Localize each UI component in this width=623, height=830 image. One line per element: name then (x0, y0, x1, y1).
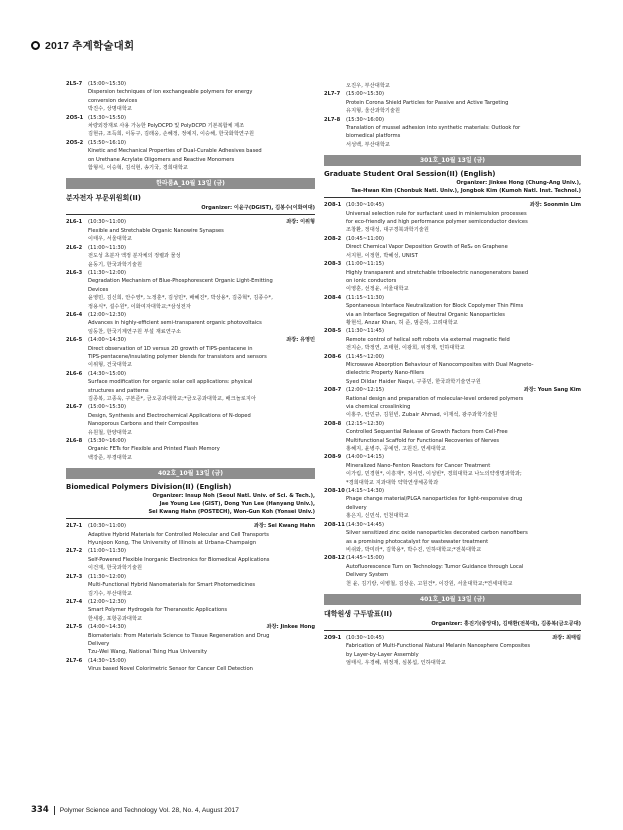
session-entry (324, 82, 581, 90)
author-line: 정용식*, 설수원*, 이화여자대학교;*삼성전자 (88, 303, 191, 310)
organizer-block (324, 179, 581, 195)
session-body (346, 353, 581, 387)
session-time-row (346, 554, 581, 562)
session-time: (15:00~15:30) (346, 91, 384, 98)
session-entry (66, 370, 315, 404)
right-top-sessions (324, 82, 581, 149)
author-line: 김종복, 고종욱, 구본준*, 금오공과대학교;*금오공과대학교, 배크놀로지아 (88, 396, 256, 402)
talk-title-line: Self-Powered Flexible Inorganic Electronics for Biomedical Applications (88, 556, 270, 563)
session-time-row (346, 521, 581, 529)
session-entry (66, 336, 315, 370)
session-time-row (88, 218, 315, 226)
session-code: 2O8-9 (324, 454, 342, 461)
session-time-row (346, 634, 581, 642)
author-line: 이홍주, 안민규, 김원빈, Zubair Ahmad, 이재석, 광주과학기술원 (346, 412, 498, 419)
session-body (88, 139, 315, 173)
organizer-line: Organizer: Insup Noh (Seoul Natl. Univ. of Sci. & Tech.), (152, 493, 315, 500)
room-bar-402: 402호_10월 13일 (금) (66, 468, 315, 479)
author-line: Syed Dildar Haider Naqvi, 구종민, 한국과학기술연구원 (346, 378, 481, 385)
session-body (346, 116, 581, 150)
session-code: 2O8-11 (324, 521, 345, 528)
session-code: 2O8-4 (324, 294, 342, 301)
session-entry (66, 244, 315, 269)
session-time: (10:30~11:00) (88, 523, 126, 530)
session-code: 2L7-8 (324, 116, 341, 123)
session-time-row (88, 269, 315, 277)
session-entry (66, 522, 315, 547)
session-body (88, 437, 315, 462)
talk-title-line: Biomaterials: From Materials Science to Tissue Regeneration and Drug (88, 632, 270, 639)
session-body (346, 420, 581, 454)
room-bar-401: 401호_10월 13일 (금) (324, 594, 581, 605)
session-chair: 좌장: Soonmin Lim (529, 202, 581, 209)
conference-logo-icon (31, 41, 40, 50)
talk-title-line: Protein Corona Shield Particles for Passive and Active Targeting (346, 99, 509, 106)
session-time-row (88, 437, 315, 445)
session-entry (66, 437, 315, 462)
session-time: (10:30~10:45) (346, 202, 384, 209)
room-bar-301: 301호_10월 13일 (금) (324, 155, 581, 166)
session-time-row (88, 114, 315, 122)
author-line: 김기수, 부산대학교 (88, 590, 132, 597)
session-chair: 좌장: 유영민 (286, 337, 315, 344)
session-code: 2O5-1 (66, 114, 84, 121)
session-time: (14:30~15:00) (88, 370, 126, 377)
session-time: (12:00~12:15) (346, 387, 384, 394)
author-line: 함형식, 이승혁, 김석현, 송기국, 경희대학교 (88, 165, 188, 172)
talk-title-line: Advances in highly-efficient semi-transparent organic photovoltaics (88, 320, 262, 327)
session-body (88, 244, 315, 269)
talk-title-line: Flexible and Stretchable Organic Nanowire Synapses (88, 227, 224, 234)
talk-title-line: Silver sensitized zinc oxide nanoparticles decorated carbon nanofibers (346, 530, 528, 537)
talk-title-line: on Urethane Acrylate Oligomers and Reactive Monomers (88, 156, 235, 163)
session-code: 2L7-3 (66, 573, 83, 580)
session-entry (66, 80, 315, 114)
session-time: (14:00~14:15) (346, 454, 384, 461)
session-time: (15:30~16:00) (88, 438, 126, 445)
session-code: 2O8-1 (324, 202, 342, 209)
author-line: 임동찬, 한국기계연구원 부설 재료연구소 (88, 328, 182, 335)
session-entry (324, 634, 581, 668)
event-title: 2017 추계학술대회 (45, 40, 135, 52)
talk-title-line: Direct Chemical Vapor Deposition Growth of ReS₂ on Graphene (346, 244, 508, 251)
session-time: (14:00~14:30) (88, 624, 126, 631)
session-body (88, 623, 315, 657)
session-code: 2O8-3 (324, 261, 342, 268)
session-time-row (88, 244, 315, 252)
session-time-row (346, 420, 581, 428)
session-body (88, 598, 315, 623)
organizer-line: Organizer: Jinkee Hong (Chung-Ang Univ.), (456, 180, 581, 187)
session-time: (15:00~15:30) (88, 81, 126, 87)
session-code: 2L7-7 (324, 91, 341, 98)
talk-title-line: Remote control of helical soft robots via external magnetic field (346, 336, 510, 343)
session-body (346, 327, 581, 352)
author-line: 황현석, Anzar Khan, 허 준, 범준하, 고려대학교 (346, 319, 458, 326)
session-entry (324, 201, 581, 235)
session-time: (11:00~11:30) (88, 548, 126, 555)
session-entry (324, 294, 581, 328)
session-time-row (346, 116, 581, 124)
session-code: 2O8-8 (324, 420, 342, 427)
author-line: 한세광, 포항공과대학교 (88, 615, 143, 622)
session-time-row (346, 90, 581, 98)
author-line: 윤동기, 한국과학기술원 (88, 261, 143, 268)
organizer-line: Organizer: 홍진기(중앙대), 김태환(전북대), 김종복(금오공대) (431, 620, 581, 627)
session-code: 2L7-1 (66, 523, 83, 530)
organizer-line: Organizer: 이윤구(DGIST), 김봉수(이화여대) (201, 205, 315, 212)
session-time-row (88, 336, 315, 344)
talk-title-line: TIPS-pentacene/insulating polymer blends for transistors and sensors (88, 353, 267, 360)
session-time-row (88, 547, 315, 555)
author-line: 엄태식, 우경혜, 위정재, 심봉섭, 인하대학교 (346, 660, 446, 667)
divider (66, 214, 315, 215)
talk-title-line: Phage change material/PLGA nanoparticles for light-responsive drug (346, 496, 523, 503)
session-time: (10:45~11:00) (346, 235, 384, 242)
session-body (88, 403, 315, 437)
talk-title-line: Delivery (88, 640, 110, 647)
session-time-row (88, 370, 315, 378)
author-line: 서성백, 부산대학교 (346, 141, 390, 148)
talk-title-line: Devices (88, 286, 109, 293)
session-entry (66, 139, 315, 173)
session-code: 2L7-2 (66, 548, 83, 555)
session-entry (66, 269, 315, 311)
session-body (346, 453, 581, 487)
session-entry (324, 453, 581, 487)
footer-divider (54, 806, 55, 815)
author-line: Hyunjoon Kong, The University of Illinois at Urbana-Champaign (88, 540, 257, 547)
session-code: 2L6-4 (66, 311, 83, 318)
session-body (88, 80, 315, 114)
talk-title-line: Nanoporous Carbons and their Composites (88, 421, 199, 428)
organizer-block (324, 620, 581, 628)
talk-title-line: Mineralized Nano-Fenton Reactors for Cancer Treatment (346, 462, 491, 469)
talk-title-line: Delivery System (346, 572, 389, 579)
session-list (324, 201, 581, 588)
right-column (324, 82, 581, 668)
session-body (346, 487, 581, 521)
session-code: 2L7-6 (66, 657, 83, 664)
author-line: 이영훈, 선정윤, 서울대학교 (346, 286, 409, 293)
session-entry (324, 420, 581, 454)
talk-title-line: Multifunctional Scaffold for Functional Recoveries of Nerves (346, 437, 500, 444)
talk-title-line: Spontaneous Interface Neutralization for Block Copolymer Thin Films (346, 303, 524, 310)
author-line: *경희대학교 지과대학 약학연생체공학과 (346, 479, 439, 486)
talk-title-line: Organic FETs for Flexible and Printed Flash Memory (88, 446, 220, 453)
session-list (66, 522, 315, 673)
session-body (346, 294, 581, 328)
session-code: 2O8-6 (324, 353, 342, 360)
session-time: (15:30~16:00) (346, 116, 384, 123)
author-line: 천 윤, 김기랑, 이병철, 김상운, 고원건*, 이강원, 서울대학교;*연세대학교 (346, 580, 513, 587)
session-time: (11:45~12:00) (346, 353, 384, 360)
session-time: (11:15~11:30) (346, 294, 384, 301)
left-column (66, 80, 315, 674)
organizer-line: Jae Young Lee (GIST), Dong Yun Lee (Hanyang Univ.), (159, 501, 315, 508)
session-body (88, 311, 315, 336)
journal-info: Polymer Science and Technology Vol. 28, No. 4, August 2017 (59, 806, 239, 814)
talk-title-line: delivery (346, 504, 367, 511)
author-line: 비쉬와, 박미라*, 김학용*, 박수진, 인하대학교;*전북대학교 (346, 546, 482, 553)
session-code: 2L6-7 (66, 404, 83, 411)
talk-title-line: Degradation Mechanism of Blue-Phosphorescent Organic Light-Emitting (88, 278, 273, 285)
session-body (88, 218, 315, 243)
session-entry (324, 116, 581, 150)
session-list (324, 634, 581, 668)
talk-title-line: Dispersion techniques of ion exchangeable polymers for energy (88, 89, 253, 96)
session-entry (324, 386, 581, 420)
author-line: 윤영민, 김신희, 안수영*, 노정훈*, 김성민*, 배혜진*, 박상용*, 김중혁*, 김종수*, (88, 295, 273, 302)
session-entry (66, 598, 315, 623)
division-title: 분자전자 부문위원회(II) (66, 194, 141, 203)
session-time-row (346, 201, 581, 209)
session-code: 2L6-8 (66, 438, 83, 445)
talk-title-line: Autofluorescence Turn on Technology: Tumor Guidance through Local (346, 563, 524, 570)
session-entry (66, 547, 315, 572)
author-line: 오진우, 부산대학교 (346, 83, 390, 89)
author-line: 전지순, 박정연, 조태현, 이광희, 위정재, 인하대학교 (346, 345, 465, 352)
session-body (88, 336, 315, 370)
divider (324, 197, 581, 198)
talk-title-line: Surface modification for organic solar cell applications: physical (88, 379, 253, 386)
session-time-row (88, 623, 315, 631)
session-time-row (346, 260, 581, 268)
session-time: (11:30~11:45) (346, 328, 384, 335)
session-body (88, 657, 315, 674)
session-code: 2O8-12 (324, 555, 345, 562)
session-body (346, 521, 581, 555)
session-time-row (88, 657, 315, 665)
session-code: 2L6-1 (66, 219, 83, 226)
session-entry (66, 623, 315, 657)
division-title: Biomedical Polymers Division(II) (English) (66, 483, 232, 492)
talk-title-line: on ionic conductors (346, 277, 397, 284)
session-code: 2L7-5 (66, 624, 83, 631)
talk-title-line: Rational design and preparation of molecular-level ordered polymers (346, 395, 524, 402)
session-entry (324, 353, 581, 387)
talk-title-line: via an Interface Segregation of Neutral Organic Nanoparticles (346, 311, 505, 318)
session-entry (66, 657, 315, 674)
page-number: 334 (31, 805, 49, 815)
session-body (88, 370, 315, 404)
session-time-row (346, 453, 581, 461)
author-line: 유지형, 울산과학기술원 (346, 108, 401, 115)
session-body (346, 260, 581, 294)
session-body (88, 269, 315, 311)
session-time: (11:00~11:30) (88, 244, 126, 251)
session-body (346, 201, 581, 235)
session-code: 2O8-5 (324, 328, 342, 335)
session-code: 2L6-2 (66, 244, 83, 251)
talk-title-line: 전도성 초분자 액정 분자체의 정렬과 물성 (88, 253, 181, 260)
talk-title-line: Direct observation of 1D versus 2D growth of TIPS-pentacene in (88, 345, 253, 352)
organizer-block (66, 204, 315, 212)
session-body (346, 82, 581, 90)
session-code: 2L6-3 (66, 269, 83, 276)
session-time: (11:00~11:15) (346, 261, 384, 268)
talk-title-line: biomedical platforms (346, 133, 401, 140)
session-code: 2O8-10 (324, 488, 345, 495)
session-entry (324, 327, 581, 352)
session-code: 2L6-6 (66, 370, 83, 377)
session-entry (66, 573, 315, 598)
session-time: (14:30~15:00) (88, 657, 126, 664)
author-line: 유원철, 한양대학교 (88, 429, 132, 436)
session-entry (324, 235, 581, 260)
session-time-row (88, 522, 315, 530)
session-code: 2O8-2 (324, 235, 342, 242)
talk-title-line: Multi-Functional Hybrid Nanomaterials for Smart Photomedicines (88, 582, 256, 589)
organizer-line: Sei Kwang Hahn (POSTECH), Won-Gun Koh (Yonsei Univ.) (148, 509, 315, 516)
divider (324, 630, 581, 631)
page-header (31, 38, 134, 53)
session-time: (10:30~10:45) (346, 634, 384, 641)
author-line: 이태우, 서울대학교 (88, 236, 132, 243)
talk-title-line: Fabrication of Multi-Functional Natural Melanin Nanosphere Composites (346, 643, 531, 650)
session-time-row (88, 403, 315, 411)
organizer-line: Tae-Hwan Kim (Chonbuk Natl. Univ.), Jongbok Kim (Kumoh Natl. Inst. Technol.) (351, 188, 581, 195)
talk-title-line: 차량외장재로 사용 가능한 PolyDCPD 및 PolyDCPD 기본복합체 제조 (88, 123, 245, 130)
talk-title-line: dielectric Property Nano-fillers (346, 370, 425, 377)
talk-title-line: via chemical crosslinking (346, 404, 411, 410)
session-time-row (88, 80, 315, 88)
author-line: 홍혜지, 윤병주, 공예연, 고원진, 연세대학교 (346, 446, 446, 453)
page-footer (31, 805, 239, 815)
session-entry (324, 260, 581, 294)
session-time: (14:30~14:45) (346, 521, 384, 528)
session-time: (12:15~12:30) (346, 420, 384, 427)
session-time: (15:30~15:50) (88, 114, 126, 121)
session-code (324, 82, 346, 90)
author-line: 이위형, 건국대학교 (88, 362, 132, 369)
talk-title-line: Smart Polymer Hydrogels for Theranostic Applications (88, 607, 228, 614)
talk-title-line: Microwave Absorption Behaviour of Nanocomposites with Dual Magneto- (346, 361, 534, 368)
session-time: (12:00~12:30) (88, 598, 126, 605)
author-line: 박진수, 상명대학교 (88, 106, 132, 113)
author-line: 백강준, 부경대학교 (88, 454, 132, 461)
session-body (346, 554, 581, 588)
session-time: (15:00~15:30) (88, 404, 126, 411)
session-body (346, 90, 581, 115)
session-list (66, 218, 315, 462)
session-entry (66, 114, 315, 139)
talk-title-line: Design, Synthesis and Electrochemical Applications of N-doped (88, 412, 251, 419)
session-entry (324, 521, 581, 555)
session-time-row (346, 327, 581, 335)
session-entry (324, 90, 581, 115)
talk-title-line: Kinetic and Mechanical Properties of Dual-Curable Adhesives based (88, 148, 262, 155)
session-time-row (88, 573, 315, 581)
session-body (346, 386, 581, 420)
author-line: 홍은지, 신민석, 인천대학교 (346, 513, 409, 520)
session-body (88, 522, 315, 547)
session-code: 2O5-2 (66, 139, 84, 146)
session-code: 2L6-5 (66, 337, 83, 344)
talk-title-line: conversion devices (88, 97, 138, 104)
talk-title-line: Controlled Sequential Release of Growth Factors from Cell-Free (346, 429, 508, 436)
author-line: 이가림, 민경현*, 이흥재*, 정서연, 이성빈*, 경희대학교 나노의약생명과학과; (346, 471, 522, 478)
session-code: 2L7-4 (66, 598, 83, 605)
author-line: Tzu-Wei Wang, National Tsing Hua University (88, 649, 208, 656)
session-code: 2O9-1 (324, 634, 342, 641)
division-title: Graduate Student Oral Session(II) (English) (324, 170, 496, 179)
session-time-row (88, 598, 315, 606)
session-time: (14:15~14:30) (346, 488, 384, 495)
session-time: (11:30~12:00) (88, 573, 126, 580)
author-line: 이건재, 한국과학기술원 (88, 565, 143, 572)
talk-title-line: by Layer-by-Layer Assembly (346, 651, 419, 658)
session-chair: 좌장: 최태림 (552, 634, 581, 641)
session-time-row (88, 139, 315, 147)
session-code: 2O8-7 (324, 387, 342, 394)
session-time-row (346, 386, 581, 394)
session-chair: 좌장: Jinkee Hong (266, 624, 315, 631)
room-bar-hanla: 한라룸A_10월 13일 (금) (66, 178, 315, 189)
session-chair: 좌장: 이위형 (286, 219, 315, 226)
talk-title-line: Virus based Novel Colorimetric Sensor for Cancer Cell Detection (88, 666, 253, 673)
session-code: 2L5-7 (66, 81, 83, 87)
divider (66, 518, 315, 519)
talk-title-line: for eco-friendly and high performance polymer semiconductor devices (346, 219, 528, 226)
session-chair: 좌장: Youn Sang Kim (523, 387, 581, 394)
session-chair: 좌장: Sei Kwang Hahn (254, 523, 315, 530)
session-time-row (346, 353, 581, 361)
session-time: (11:30~12:00) (88, 269, 126, 276)
talk-title-line: Universal selection rule for surfactant used in miniemulsion processes (346, 210, 527, 217)
author-line: 서지현, 이정헌, 박혜성, UNIST (346, 252, 419, 259)
session-body (88, 573, 315, 598)
session-entry (66, 218, 315, 243)
session-entry (324, 487, 581, 521)
talk-title-line: Adaptive Hybrid Materials for Controlled Molecular and Cell Transports (88, 531, 269, 538)
session-time: (15:50~16:10) (88, 139, 126, 146)
session-time-row (346, 487, 581, 495)
session-time-row (346, 235, 581, 243)
session-entry (66, 403, 315, 437)
division-title: 대학원생 구두발표(II) (324, 609, 393, 618)
session-body (346, 235, 581, 260)
author-line: 조창환, 정대성, 대구경북과학기술원 (346, 227, 429, 234)
session-body (88, 547, 315, 572)
organizer-block (66, 492, 315, 516)
session-time-row (346, 294, 581, 302)
session-time: (12:00~12:30) (88, 311, 126, 318)
session-entry (324, 554, 581, 588)
session-time: (14:00~14:30) (88, 337, 126, 344)
author-line: 김현규, 조득희, 이동구, 김래웅, 손혜정, 정예지, 이승해, 한국화학연구원 (88, 131, 255, 138)
talk-title-line: structures and patterns (88, 387, 149, 394)
talk-title-line: as a promising photocatalyst for wastewater treatment (346, 538, 489, 545)
talk-title-line: Highly transparent and stretchable triboelectric nanogenerators based (346, 269, 529, 276)
session-entry (66, 311, 315, 336)
talk-title-line: Translation of mussel adhesion into synthetic materials: Outlook for (346, 125, 521, 132)
left-top-sessions (66, 80, 315, 172)
session-time-row (88, 311, 315, 319)
session-body (88, 114, 315, 139)
session-body (346, 634, 581, 668)
session-time: (10:30~11:00) (88, 219, 126, 226)
session-time: (14:45~15:00) (346, 555, 384, 562)
